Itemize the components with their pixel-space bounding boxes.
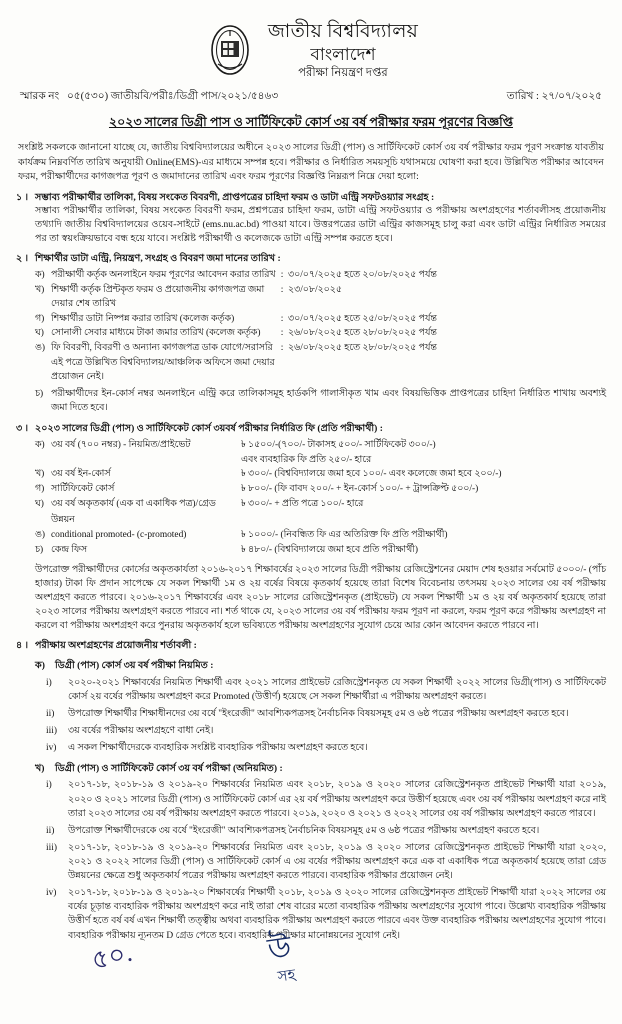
section-2-title: শিক্ষার্থীর ডাটা এন্ট্রি, নিয়ন্ত্রণ, সংগ্রহ ও বিবরণ জমা দানের তারিখ : [35, 253, 281, 265]
section-2-extra [35, 387, 606, 416]
fee-row [35, 543, 606, 558]
university-name: জাতীয় বিশ্ববিদ্যালয় [267, 21, 419, 42]
section-4a-list [46, 676, 606, 756]
section-2-heading [16, 252, 606, 266]
signature-area [14, 930, 608, 996]
table-row [35, 341, 606, 385]
fee-marker: খ) [35, 469, 45, 480]
list-item [46, 778, 606, 820]
right-signature-line1: উ [265, 930, 294, 967]
row-marker: গ) [35, 313, 45, 324]
fee-row [35, 438, 606, 453]
fee-marker: গ) [35, 484, 45, 495]
table-row [35, 312, 606, 327]
country-name: বাংলাদেশ [310, 44, 376, 64]
fee-table [35, 438, 606, 558]
list-text: ২০১৭-১৮, ২০১৮-১৯ ও ২০১৯-২০ শিক্ষাবর্ষের নিয়মিত এবং ২০১৮, ২০১৯ ও ২০২০ সালের রেজিস্ট্রেশনকৃত প্রাইভেট শিক্ষার্থী যারা ২০২০, ২০২১ ও ২০২২ সালের ডিগ্রী (পাস) ও সার্টিফিকেট কোর্স এ ৩য় বর্ষের পরীক্ষায় অংশগ্রহণ করে এক বা একাধিক পত্রে অকৃতকার্য হয়েছে তারা গ্রেড উন্নয়নের ক্ষেত্রে শুধু অকৃতকার্য পত্রের পরীক্ষায় অংশগ্রহণ করতে পারবে। ব্যবহারিক পরীক্ষার প্রয়োজন নেই। [68, 842, 606, 882]
row-label: সোনালী সেবার মাধ্যমে টাকা জমার তারিখ (কলেজ কর্তৃক) [51, 328, 261, 339]
list-text: এ সকল শিক্ষার্থীদেরকে ব্যবহারিক সংশ্লিষ্ট ব্যবহারিক পরীক্ষায় অংশগ্রহণ করতে হবে। [68, 743, 368, 754]
row-label: শিক্ষার্থীর ডাটা নিষ্পন্ন করার তারিখ (কলেজ কর্তৃক) [51, 313, 235, 324]
document-header [14, 12, 608, 80]
list-text: ৩য় বর্ষের পরীক্ষায় অংশগ্রহণে বাধা নেই। [68, 726, 214, 737]
fee-row [35, 467, 606, 482]
fee-label: কেন্দ্র ফিস [51, 544, 88, 555]
section-2-number: ২ । [16, 253, 29, 265]
section-1-number: ১ । [16, 191, 29, 203]
section-2 [14, 252, 608, 416]
table-row [35, 283, 606, 312]
date-value: ২৭/০৭/২০২৫ [541, 91, 602, 103]
fee-marker: ক) [35, 439, 45, 450]
fee-value: ৳ ৪৮০/- (বিশ্ববিদ্যালয়ে জমা হবে প্রতি পরীক্ষার্থী) [241, 544, 418, 555]
section-1-body: সম্ভাব্য পরীক্ষার্থীর তালিকা, বিষয় সংকেত বিবরণী ফরম, প্রশ্নপত্রের চাহিদা ফরম, ডাটা এন্ট্রি সফটওয়্যার ও পরীক্ষায় অংশগ্রহণের শর্তাবলীসহ প্রয়োজনীয় তথ্যাদি জাতীয় বিশ্ববিদ্যালয়ের ওয়েব-সাইটে (ems.nu.ac.bd) পাওয়া যাবে। উত্তরপত্রের ডাটা এন্ট্রির কাজসমূহ চালু করা এবং ডাটা এন্ট্রির নির্ধারিত সময়ের পর তা স্বয়ংক্রিয়ভাবে বন্ধ হয়ে যাবে। সংশ্লিষ্ট পরীক্ষার্থী ও কলেজকে ডাটা এন্ট্রি সম্পন্ন করতে হবে। [35, 205, 606, 245]
section-2-schedule-table [35, 268, 606, 385]
row-separator: : [280, 328, 284, 339]
row-label: শিক্ষার্থী কর্তৃক প্রিন্টকৃত ফরম ও প্রয়োজনীয় কাগজপত্র জমা দেয়ার শেষ তারিখ [51, 284, 265, 310]
office-name: পরীক্ষা নিয়ন্ত্রণ দপ্তর [298, 67, 388, 79]
row-value: ২৬/০৮/২০২৫ হতে ২৮/০৮/২০২৫ পর্যন্ত [288, 328, 437, 339]
left-signature: ৫০. [88, 937, 135, 976]
list-text: ২০১৭-১৮, ২০১৮-১৯ ও ২০১৯-২০ শিক্ষাবর্ষের শিক্ষার্থী ২০১৮, ২০১৯ ও ২০২০ সালের রেজিস্ট্রেশনকৃত প্রাইভেট শিক্ষার্থী যারা ২০২২ সালের ৩য় বর্ষের চূড়ান্ত ব্যবহারিক পরীক্ষায় অংশগ্রহণ করে নাই তারা শেষ বারের মতো ব্যবহারিক পরীক্ষায় অংশগ্রহণের সুযোগ পাবে। উল্লেখ্য ব্যবহারিক পরীক্ষায় উত্তীর্ণ হতে বর্ষ বর্ষ এখন শিক্ষার্থী তত্ত্বীয় অথবা ব্যবহারিক পরীক্ষায় অংশগ্রহণ করতে পারবে এবং উক্ত ব্যবহারিক পরীক্ষায় অংশগ্রহণের সুযোগ পাবে। ব্যবহারিক পরীক্ষায় ন্যূনতম D গ্রেড পেতে হবে। ব্যবহারিক পরীক্ষার মানোন্নয়নের সুযোগ নেই। [68, 888, 606, 941]
memo-row [14, 89, 608, 106]
list-item [46, 707, 606, 721]
row-value: ২৬/০৮/২০২৫ হতে ২৮/০৮/২০২৫ পর্যন্ত [288, 342, 437, 353]
section-4b-marker: খ) [35, 762, 45, 774]
row-separator: : [280, 270, 284, 281]
fee-value: ৳ ৩০০/- (বিশ্ববিদ্যালয়ে জমা হবে ১০০/- এবং কলেজে জমা হবে ২০০/-) [241, 469, 502, 480]
list-marker: ii) [46, 825, 55, 836]
list-marker: i) [46, 780, 52, 791]
page-title: ২০২৩ সালের ডিগ্রী পাস ও সার্টিফিকেট কোর্স ৩য় বর্ষ পরীক্ষার ফরম পূরণের বিজ্ঞপ্তি [108, 115, 514, 130]
row-value: ২৩/০৮/২০২৫ [288, 284, 342, 295]
section-4 [14, 639, 608, 942]
row-text: পরীক্ষার্থীদের ইন-কোর্স নম্বর অনলাইনে এন্ট্রি করে তালিকাসমূহ হার্ডকপি গালাসীকৃত খাম এবং বিষয়ভিত্তিক প্রাপ্তপত্রের চাহিদা নির্ধারিত শাখায় অবশ্যই জমা দিতে হবে। [51, 388, 606, 414]
row-marker: খ) [35, 284, 45, 295]
fee-value: ৳ ৮০০/- (ফি বাবদ ২০০/- + ইন-কোর্স ১০০/- + ট্রান্সক্রিপ্ট ৫০০/-) [241, 484, 479, 495]
section-4-title: পরীক্ষায় অংশগ্রহণের প্রয়োজনীয় শর্তাবলী : [35, 640, 197, 652]
fee-value: ৳ ১০০০/- (নিবন্ধিত ফি এর অতিরিক্ত ফি প্রতি পরীক্ষার্থী) [241, 529, 448, 540]
list-marker: iii) [46, 842, 57, 853]
list-item [46, 824, 606, 838]
fee-marker: ঙ) [35, 529, 45, 540]
list-marker: iv) [46, 743, 57, 754]
memo-label: স্মারক নং [20, 91, 60, 103]
nu-crest-logo [204, 24, 256, 76]
table-row [35, 268, 606, 283]
memo-value: ০৫(৫৩০) জাতীয়বি/পরীঃ/ডিগ্রী পাস/২০২১/৫৪৬৩ [66, 91, 279, 103]
header-text-block [268, 20, 418, 80]
list-item [46, 841, 606, 883]
fee-value: ৳ ৩০০/- + প্রতি পত্রে ১০০/- হারে [241, 499, 364, 510]
row-marker: ঙ) [35, 342, 45, 353]
section-3 [14, 422, 608, 633]
row-separator: : [280, 284, 284, 295]
fee-marker: চ) [35, 544, 44, 555]
row-value: ৩০/০৭/২০২৫ হতে ২০/০৮/২০২৫ পর্যন্ত [288, 270, 437, 281]
section-4a-marker: ক) [35, 660, 45, 672]
section-4-number: ৪ । [16, 640, 29, 652]
section-1-heading [16, 191, 606, 205]
list-marker: iv) [46, 888, 57, 899]
list-item [46, 886, 606, 942]
list-marker: i) [46, 678, 52, 689]
fee-label: ৩য় বর্ষ (৭০০ নম্বর) - নিয়মিত/প্রাইভেট [51, 439, 191, 450]
row-marker: ঘ) [35, 328, 44, 339]
table-row [35, 387, 606, 416]
section-4b-heading [35, 762, 606, 776]
section-3-title: ২০২৩ সালের ডিগ্রী (পাস) ও সার্টিফিকেট কোর্স ৩য়বর্ষ পরীক্ষার নির্ধারিত ফি (প্রতি পরীক্ষার্থী) : [35, 422, 383, 434]
section-4a-heading [35, 659, 606, 673]
fee-label: ৩য় বর্ষ ইন-কোর্স [51, 469, 111, 480]
fee-subnote: এবং ব্যবহারিক ফি প্রতি ২৫০/- হারে [241, 454, 372, 465]
section-1 [14, 191, 608, 247]
list-marker: ii) [46, 709, 55, 720]
fee-row [35, 528, 606, 543]
row-separator: : [280, 342, 284, 353]
fee-label: conditional promoted- (c-promoted) [51, 529, 187, 540]
section-3-heading [16, 422, 606, 436]
list-text: উপরোক্ত শিক্ষার্থীর শিক্ষাধীনদের ৩য় বর্ষে "ইংরেজী" আবশ্যিকপত্রসহ নৈর্বাচনিক বিষয়সমূহ ৫ম ও ৬ষ্ঠ পত্রের পরীক্ষায় অংশগ্রহণ করতে হবে। [68, 709, 569, 720]
list-item [46, 741, 606, 755]
intro-paragraph: সংশ্লিষ্ট সকলকে জানানো যাচ্ছে যে, জাতীয় বিশ্ববিদ্যালয়ের অধীনে ২০২৩ সালের ডিগ্রী (পাস) ও সার্টিফিকেট কোর্স ৩য় বর্ষ পরীক্ষার ফরম পূরণ সংক্রান্ত যাবতীয় কার্যক্রম নিম্নবর্ণিত তারিখ অনুযায়ী Online(EMS)-এর মাধ্যমে সম্পন্ন হবে। পরীক্ষার ও নির্ধারিত সময়সূচি যথাসময়ে ঘোষণা করা হবে। উল্লিখিত পরীক্ষার আবেদন ফরম, পরীক্ষার্থীদের কাগজপত্র পূরণ ও জমাদানের তারিখ এবং ফরম পূরণের বিজ্ঞপ্তি নিম্নরূপ নিম্নে দেয়া হলো: [18, 142, 604, 183]
row-label: পরীক্ষার্থী কর্তৃক অনলাইনে ফরম পূরণের আবেদন করার তারিখ [51, 270, 276, 281]
memo-number [20, 89, 278, 106]
list-text: ২০২০-২০২১ শিক্ষাবর্ষের নিয়মিত শিক্ষার্থী এবং ২০২১ সালের প্রাইভেট রেজিস্ট্রেশনকৃত যে সকল শিক্ষার্থী ২০২২ সালের ডিগ্রী(পাস) ও সার্টিফিকেট কোর্স ২য় বর্ষের পরীক্ষায় অংশগ্রহণ করে Promoted (উত্তীর্ণ) হয়েছে সে সকল শিক্ষার্থীরা এ পরীক্ষায় অংশগ্রহণ করতে। [68, 678, 606, 703]
list-text: ২০১৭-১৮, ২০১৮-১৯ ও ২০১৯-২০ শিক্ষাবর্ষের নিয়মিত এবং ২০১৮, ২০১৯ ও ২০২০ সালের রেজিস্ট্রেশনকৃত প্রাইভেট শিক্ষার্থী যারা ২০১৯, ২০২০ ও ২০২১ সালের ডিগ্রী (পাস) ও সার্টিফিকেট কোর্স এর ২য় বর্ষ পরীক্ষায় অংশগ্রহণ করে উত্তীর্ণ হয়েছে এবং ৩য় বর্ষ পরীক্ষায় অংশগ্রহণ করে নাই তারা ২০২৩ সালের ৩য় বর্ষ পরীক্ষায় অংশগ্রহণ করতে পারবে। ২০১৯, ২০২০ ও ২০২১ ও ২০২২ সালের ৩য় বর্ষ পরীক্ষায় অংশগ্রহণ করতে পারবে। [68, 780, 606, 819]
page-inner [14, 12, 608, 1014]
row-marker: ক) [35, 270, 45, 281]
fee-value: ৳ ১৫০০/-(৭০০/- টাকাসহ ৫০০/- সার্টিফিকেট ৩০০/-) [241, 439, 436, 450]
memo-date [507, 89, 602, 106]
section-4b-title: ডিগ্রী (পাস) ও সার্টিফিকেট কোর্স ৩য় বর্ষ পরীক্ষা (অনিয়মিত) : [55, 762, 283, 774]
fee-row [35, 482, 606, 497]
right-signature-line2: সহ [276, 967, 297, 986]
row-value: ৩০/০৭/২০২৫ হতে ২৫/০৮/২০২৫ পর্যন্ত [288, 313, 437, 324]
row-separator: : [280, 313, 284, 324]
section-4b-list [46, 778, 606, 942]
section-4a-title: ডিগ্রী (পাস) কোর্স ৩য় বর্ষ পরীক্ষা নিয়মিত : [55, 660, 214, 672]
list-item [46, 724, 606, 738]
list-marker: iii) [46, 726, 57, 737]
section-3-note: উপরোক্ত পরীক্ষার্থীদের কোর্সের অকৃতকার্যতা ২০১৬-২০১৭ শিক্ষাবর্ষের ২০২৩ সালের ডিগ্রী পরীক্ষায় রেজিস্ট্রেশনের মেয়াদ শেষ হওয়ার সর্বমোট ৫০০০/- (পাঁচ হাজার) টাকা ফি প্রদান সাপেক্ষে যে সকল শিক্ষার্থী ১ম ও ২য় বর্ষের বিষয়ে কৃতকার্য হয়েছে তারা বিশেষ বিবেচনায় তৎসময় ২০২৩ সালের ৩য় বর্ষ পরীক্ষায় অংশগ্রহণ করতে পারবে। ২০১৬-২০১৭ শিক্ষাবর্ষের এবং ২০১৮ সালের রেজিস্ট্রেশনকৃত (প্রাইভেট) যে সকল শিক্ষার্থী ১ম ও ২য় বর্ষ অকৃতকার্য হয়েছে তারা ২০২৩ সালের পরীক্ষায় অংশগ্রহণ করতে পারবে না। শর্ত থাকে যে, ২০২৩ সালের ৩য় বর্ষ পরীক্ষায় ফরম পূরণ না করলে, ফরম পূরণ করে পরীক্ষায় অংশগ্রহণ না করলে বা পরীক্ষায় অংশগ্রহণ করে পুনরায় অকৃতকার্য হলে ভবিষ্যতে পরীক্ষায় অংশগ্রহণের সুযোগ চেয়ে আর কোন আবেদন করতে পারবে না। [35, 564, 606, 632]
fee-row [35, 497, 606, 527]
list-item [46, 676, 606, 704]
fee-label: সার্টিফিকেট কোর্স [51, 484, 115, 495]
section-3-number: ৩ । [16, 422, 29, 434]
row-label: ফি বিবরণী, বিবরণী ও অন্যান্য কাগজপত্র ডাক যোগে/সরাসরি এই পত্রে উল্লিখিত বিশ্ববিদ্যালয়/আঞ্চলিক অফিসে জমা দেয়ার প্রয়োজন নেই। [51, 342, 275, 383]
list-text: উপরোক্ত শিক্ষার্থীদেরকে ৩য় বর্ষে "ইংরেজী" আবশ্যিকপত্রসহ নৈর্বাচনিক বিষয়সমূহ ৫ম ও ৬ষ্ঠ পত্রের পরীক্ষায় অংশগ্রহণ করতে হবে। [68, 825, 540, 836]
date-label: তারিখ : [506, 91, 539, 103]
row-marker: চ) [35, 388, 44, 399]
section-4-heading [16, 639, 606, 653]
fee-marker: ঘ) [35, 499, 44, 510]
table-row [35, 326, 606, 341]
section-1-title: সম্ভাব্য পরীক্ষার্থীর তালিকা, বিষয় সংকেত বিবরণী, প্রাপ্তপত্রের চাহিদা ফরম ও ডাটা এন্ট্রি সফটওয়্যার সংগ্রহ : [35, 191, 435, 203]
fee-label: ৩য় বর্ষ অকৃতকার্য (এক বা একাধিক পত্র)/গ্রেড উন্নয়ন [51, 499, 216, 525]
